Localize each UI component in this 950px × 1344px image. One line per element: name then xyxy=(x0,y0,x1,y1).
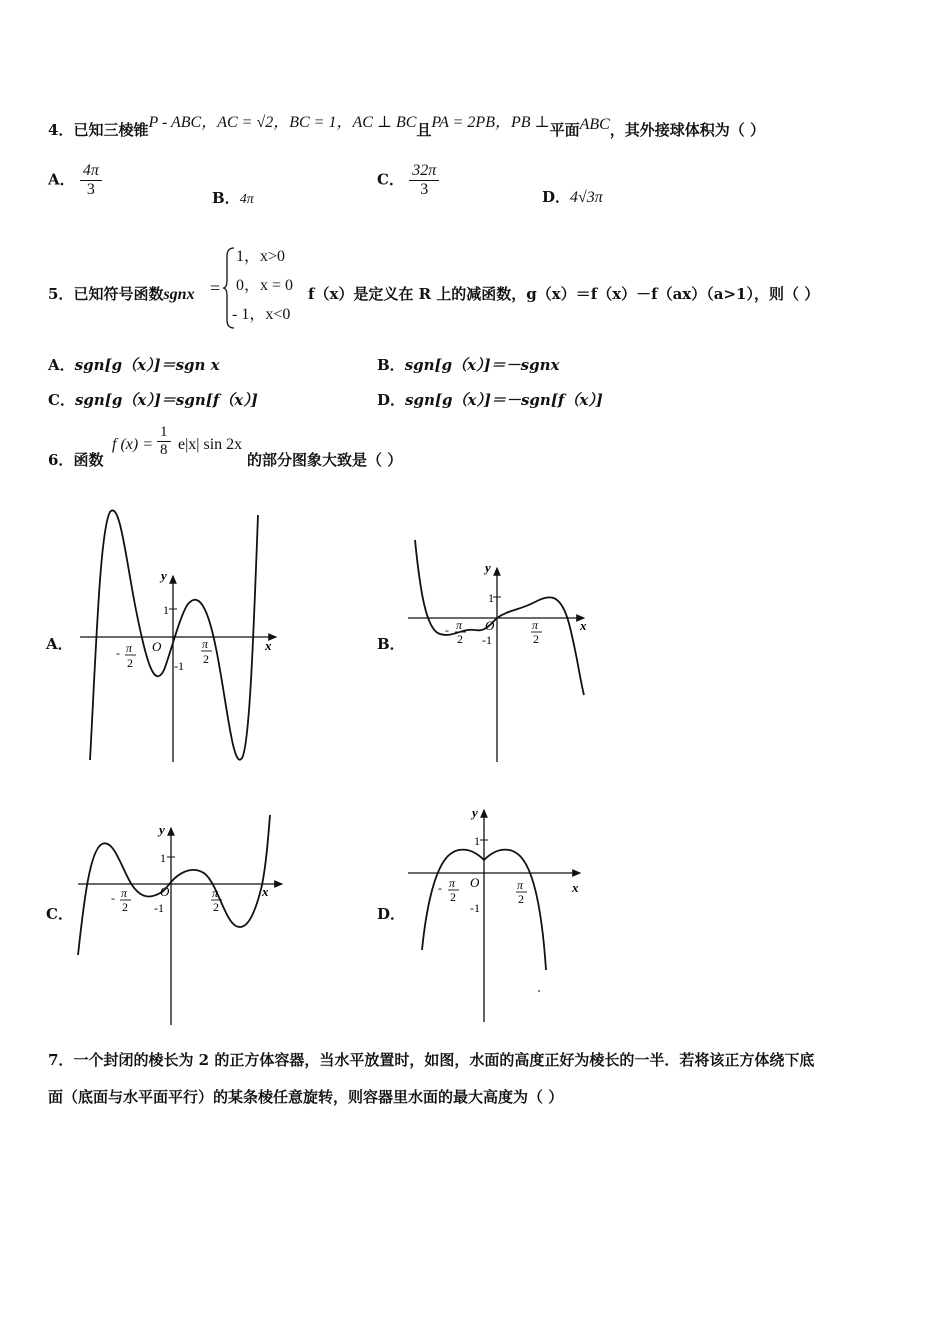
curve xyxy=(78,815,270,955)
label-one: 1 xyxy=(488,591,494,605)
q5-option-d-value: sgn[g（x）]＝－sgn[f（x）] xyxy=(405,391,603,409)
label-two: 2 xyxy=(450,890,456,904)
q5-option-a-label: A． xyxy=(48,356,75,374)
label-origin: O xyxy=(470,875,480,890)
label-pi: π xyxy=(126,641,133,655)
graph-d xyxy=(400,800,600,1030)
label-one: 1 xyxy=(160,851,166,865)
q5-option-b-label: B． xyxy=(377,356,405,374)
question-5-text-b: f（x）是定义在 R 上的减函数，g（x）＝f（x）－f（ax）（a>1），则（ ） xyxy=(308,285,820,303)
label-minus: - xyxy=(438,881,442,895)
question-4-text-c: 平面 xyxy=(549,121,580,139)
label-y: y xyxy=(161,568,167,583)
label-minus: - xyxy=(445,623,449,637)
question-6-text-a: 函数 xyxy=(73,451,104,469)
q4-option-a-num: 4π xyxy=(82,162,99,179)
stray-dot xyxy=(538,990,540,992)
q4-option-c-num: 32π xyxy=(412,162,437,179)
question-5-eq: = xyxy=(210,278,221,298)
q5-option-d xyxy=(377,389,603,410)
question-4-expr1: P - ABC，AC = √2，BC = 1，AC ⊥ BC xyxy=(148,114,417,131)
q4-option-c xyxy=(377,162,439,199)
label-origin: O xyxy=(152,639,162,654)
label-y: y xyxy=(159,822,165,837)
label-two: 2 xyxy=(213,900,219,914)
q5-option-a-value: sgn[g（x）]＝sgn x xyxy=(74,356,220,374)
q4-option-c-label: C． xyxy=(377,170,404,189)
question-7-line-2: 面（底面与水平面平行）的某条棱任意旋转，则容器里水面的最大高度为（ ） xyxy=(48,1088,564,1106)
q6-coefficient xyxy=(157,424,171,459)
question-5-fn: sgnx xyxy=(163,286,195,303)
label-x: x xyxy=(262,884,269,899)
q5-option-a xyxy=(48,354,220,375)
question-4-text-b: 且 xyxy=(416,121,432,139)
label-two: 2 xyxy=(127,656,133,670)
question-4-number: 4． xyxy=(48,121,74,139)
label-neg-one: -1 xyxy=(174,659,184,673)
label-two: 2 xyxy=(203,652,209,666)
q4-option-b xyxy=(212,187,254,208)
q4-option-c-fraction xyxy=(409,162,439,199)
question-4 xyxy=(48,114,766,140)
q5-option-c xyxy=(48,389,258,410)
graph-c xyxy=(70,810,290,1030)
label-one: 1 xyxy=(474,834,480,848)
label-origin: O xyxy=(485,618,495,633)
label-pi: π xyxy=(532,618,539,632)
label-two: 2 xyxy=(457,632,463,646)
label-origin: O xyxy=(160,884,170,899)
label-pi: π xyxy=(212,886,219,900)
question-4-expr3: ABC xyxy=(579,116,610,133)
label-x: x xyxy=(572,880,579,895)
q4-option-d xyxy=(542,186,603,207)
question-5-number: 5． xyxy=(48,285,74,303)
q5-case-1: 1，x>0 xyxy=(236,248,286,265)
graph-b xyxy=(400,530,600,770)
question-6-number: 6． xyxy=(48,451,74,469)
q6-rhs: e|x| sin 2x xyxy=(178,436,243,453)
q5-option-b xyxy=(377,354,559,375)
q4-option-d-label: D． xyxy=(542,188,571,206)
label-y: y xyxy=(472,805,478,820)
question-6-lead xyxy=(48,449,103,470)
label-x: x xyxy=(580,618,587,633)
question-4-text-a: 已知三棱锥 xyxy=(73,121,149,139)
question-4-text-d: ，其外接球体积为（ ） xyxy=(609,121,766,139)
question-7-number: 7． xyxy=(48,1051,74,1069)
label-pi: π xyxy=(456,618,463,632)
label-neg-one: -1 xyxy=(482,633,492,647)
label-pi: π xyxy=(121,886,128,900)
q5-option-d-label: D． xyxy=(377,391,406,409)
label-y: y xyxy=(485,560,491,575)
question-4-expr2: PA = 2PB，PB ⊥ xyxy=(431,114,550,131)
q5-option-c-value: sgn[g（x）]＝sgn[f（x）] xyxy=(74,391,258,409)
q5-option-b-value: sgn[g（x）]＝－sgnx xyxy=(404,356,560,374)
label-neg-one: -1 xyxy=(470,901,480,915)
label-two: 2 xyxy=(533,632,539,646)
q4-option-b-value: 4π xyxy=(239,192,254,207)
question-7-text-1: 一个封闭的棱长为 2 的正方体容器，当水平放置时，如图，水面的高度正好为棱长的一半．若将该正方体绕下底 xyxy=(73,1051,815,1069)
label-minus: - xyxy=(116,646,120,660)
q4-option-b-label: B． xyxy=(212,189,240,207)
q4-option-a-den: 3 xyxy=(86,181,95,198)
label-pi: π xyxy=(202,637,209,651)
q6-lhs: f (x) = xyxy=(112,436,153,453)
question-6-text-b: 的部分图象大致是（ ） xyxy=(247,451,403,469)
q6-graph-a-label: A． xyxy=(46,635,73,653)
q5-case-2: 0，x = 0 xyxy=(236,277,294,294)
label-pi: π xyxy=(517,878,524,892)
q6-graph-c-label: C． xyxy=(46,905,73,923)
q4-option-c-den: 3 xyxy=(420,181,429,198)
label-one: 1 xyxy=(163,603,169,617)
q6-graph-d-label: D． xyxy=(377,905,406,923)
q6-graph-b-label: B． xyxy=(377,635,405,653)
q4-option-a-fraction xyxy=(80,162,102,199)
q5-case-3: - 1，x<0 xyxy=(232,306,291,323)
q6-coef-num: 1 xyxy=(160,424,168,440)
q4-option-d-value: 4√3π xyxy=(570,189,603,206)
question-7-line-1 xyxy=(48,1049,814,1070)
question-5-text-a: 已知符号函数 xyxy=(73,285,164,303)
label-minus: - xyxy=(111,891,115,905)
question-5-lead xyxy=(48,283,195,304)
label-neg-one: -1 xyxy=(154,901,164,915)
q6-coef-den: 8 xyxy=(160,442,168,458)
curve xyxy=(90,510,258,760)
label-two: 2 xyxy=(122,900,128,914)
q4-option-a-label: A． xyxy=(48,170,75,189)
q5-option-c-label: C． xyxy=(48,391,75,409)
label-x: x xyxy=(265,638,272,653)
label-two: 2 xyxy=(518,892,524,906)
label-pi: π xyxy=(449,876,456,890)
q4-option-a xyxy=(48,162,102,199)
graph-a xyxy=(70,500,290,770)
